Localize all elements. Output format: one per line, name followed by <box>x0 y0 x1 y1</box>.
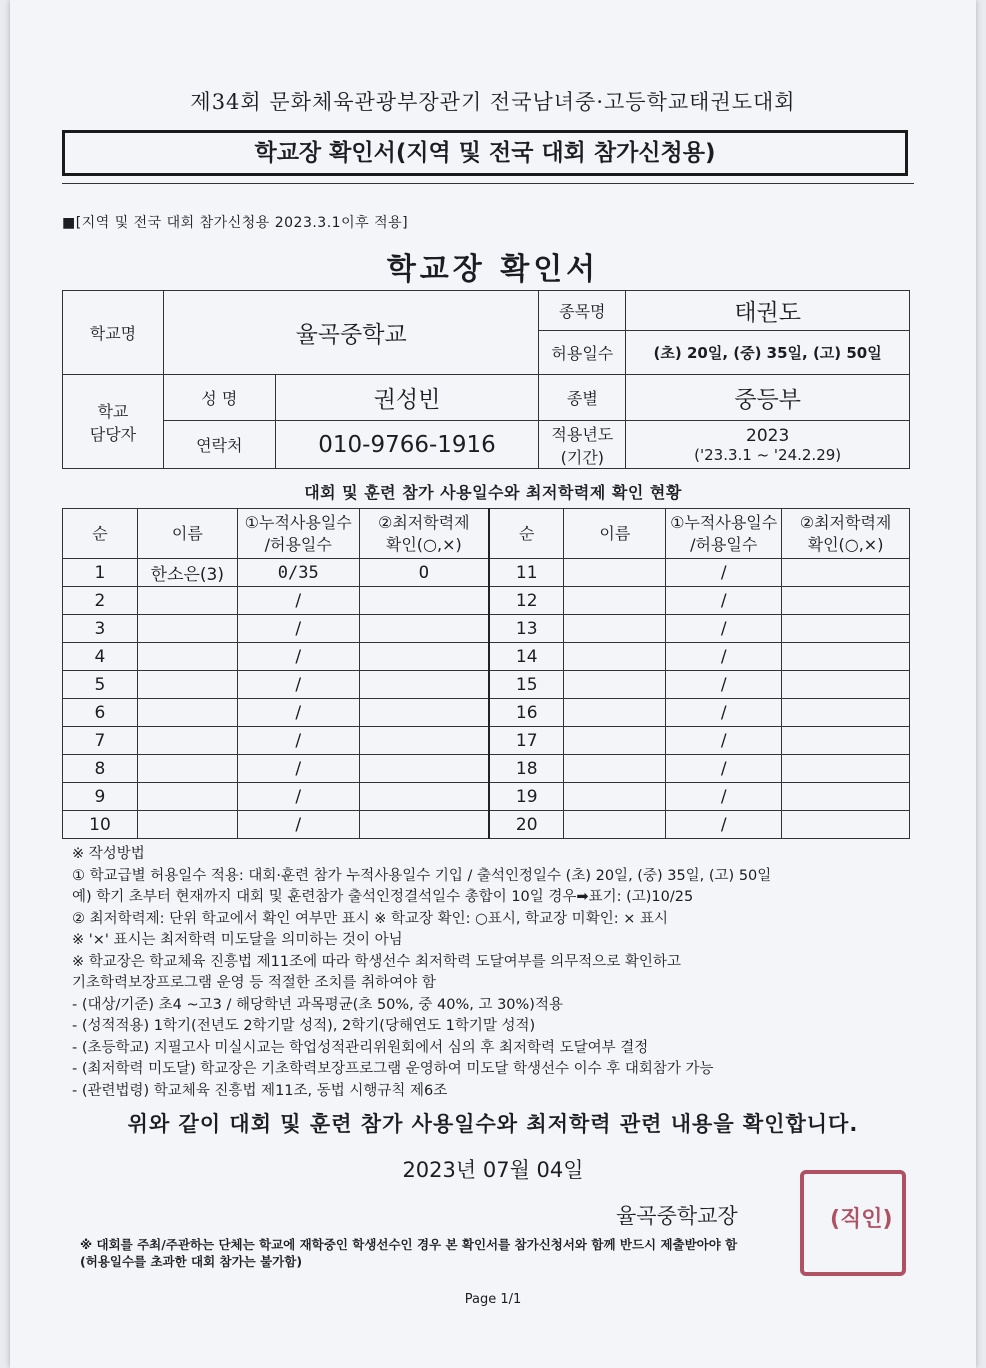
col-min-1: ②최저학력제 <box>378 512 470 532</box>
row-no: 13 <box>489 615 564 643</box>
row-no: 20 <box>489 811 564 839</box>
row-days: / <box>237 587 359 615</box>
instruction-line: ① 학교급별 허용일수 적용: 대회·훈련 참가 누적사용일수 기입 / 출석인정일수 (초) 20일, (중) 35일, (고) 50일 <box>72 867 772 884</box>
row-min <box>359 671 489 699</box>
row-no: 9 <box>63 783 138 811</box>
instruction-line: 기초학력보장프로그램 운영 등 적절한 조치를 취하여야 함 <box>72 975 436 991</box>
row-days: / <box>666 783 782 811</box>
row-min <box>359 587 489 615</box>
row-days: / <box>666 755 782 783</box>
table-row <box>63 783 910 811</box>
instructions <box>72 844 912 1102</box>
row-name <box>564 615 666 643</box>
col-name-right: 이름 <box>564 509 666 559</box>
application-note: ■[지역 및 전국 대회 참가신청용 2023.3.1이후 적용] <box>62 215 409 231</box>
usage-table <box>62 508 910 839</box>
col-days-1-right: ①누적사용일수 <box>670 512 778 532</box>
row-no: 15 <box>489 671 564 699</box>
row-name <box>137 783 237 811</box>
row-days: / <box>237 727 359 755</box>
col-min <box>359 509 489 559</box>
contact-label: 연락처 <box>163 421 275 469</box>
col-min-1-right: ②최저학력제 <box>799 512 892 532</box>
row-min: O <box>359 559 489 587</box>
instruction-line: ② 최저학력제: 단위 학교에서 확인 여부만 표시 ※ 학교장 확인: ○표시, 학교장 미확인: × 표시 <box>72 910 668 927</box>
row-days: / <box>237 755 359 783</box>
col-no: 순 <box>63 509 138 559</box>
row-name <box>564 755 666 783</box>
row-days: / <box>666 643 782 671</box>
instruction-line: ※ '×' 표시는 최저학력 미도달을 의미하는 것이 아님 <box>72 932 403 948</box>
row-name <box>137 727 237 755</box>
row-min <box>782 643 910 671</box>
event-value: 태권도 <box>626 291 910 331</box>
row-no: 6 <box>63 699 138 727</box>
col-days-2-right: /허용일수 <box>690 534 758 554</box>
row-min <box>782 699 910 727</box>
row-min <box>782 727 910 755</box>
row-min <box>782 783 910 811</box>
row-min <box>359 755 489 783</box>
table-row <box>63 587 910 615</box>
title-box: 학교장 확인서(지역 및 전국 대회 참가신청용) <box>62 130 908 176</box>
row-no: 14 <box>489 643 564 671</box>
row-min <box>359 727 489 755</box>
page-title: 학교장 확인서 <box>386 252 600 287</box>
row-min <box>782 671 910 699</box>
col-name: 이름 <box>137 509 237 559</box>
row-name <box>564 699 666 727</box>
instruction-line: - (대상/기준) 초4 ~고3 / 해당학년 과목평균(초 50%, 중 40%, 고 30%)적용 <box>72 996 563 1013</box>
row-no: 5 <box>63 671 138 699</box>
principal-name: 율곡중학교장 <box>616 1204 738 1228</box>
instruction-line: - (관련법령) 학교체육 진흥법 제11조, 동법 시행규칙 제6조 <box>72 1082 448 1099</box>
row-name <box>564 559 666 587</box>
row-name: 한소은(3) <box>137 559 237 587</box>
footnote-line-1: ※ 대회를 주최/주관하는 단체는 학교에 재학중인 학생선수인 경우 본 확인서를 참가신청서와 함께 반드시 제출받아야 함 <box>80 1237 738 1252</box>
row-name <box>137 811 237 839</box>
row-name <box>564 671 666 699</box>
contact-value: 010-9766-1916 <box>275 421 539 469</box>
instruction-line: 예) 학기 초부터 현재까지 대회 및 훈련참가 출석인정결석일수 총합이 10일 경우➡표기: (고)10/25 <box>72 889 694 905</box>
table-body <box>63 559 910 839</box>
row-name <box>564 643 666 671</box>
row-name <box>137 615 237 643</box>
allowed-days-value: (초) 20일, (중) 35일, (고) 50일 <box>626 331 910 375</box>
footnote <box>80 1236 737 1270</box>
instruction-line: ※ 작성방법 <box>72 846 145 862</box>
document-page <box>10 0 976 1368</box>
row-days: / <box>237 811 359 839</box>
row-days: / <box>666 699 782 727</box>
row-days: / <box>666 727 782 755</box>
confirmation-statement: 위와 같이 대회 및 훈련 참가 사용일수와 최저학력 관련 내용을 확인합니다. <box>127 1112 859 1136</box>
row-no: 1 <box>63 559 138 587</box>
row-min <box>782 811 910 839</box>
category-label: 종별 <box>539 375 626 421</box>
row-days: / <box>237 643 359 671</box>
row-min <box>359 783 489 811</box>
year-label-2: (기간) <box>560 447 605 467</box>
row-days: / <box>666 671 782 699</box>
manager-label-1: 학교 <box>97 401 129 421</box>
manager-label <box>63 375 164 469</box>
row-no: 2 <box>63 587 138 615</box>
table-row <box>63 559 910 587</box>
row-no: 17 <box>489 727 564 755</box>
row-no: 19 <box>489 783 564 811</box>
row-name <box>564 783 666 811</box>
row-days: / <box>666 615 782 643</box>
row-min <box>782 615 910 643</box>
table-row <box>63 755 910 783</box>
row-name <box>137 587 237 615</box>
info-table <box>62 290 910 469</box>
table-row <box>63 671 910 699</box>
row-days: / <box>666 559 782 587</box>
row-no: 4 <box>63 643 138 671</box>
row-min <box>782 559 910 587</box>
year-value: 2023 <box>746 425 790 446</box>
allowed-days-label: 허용일수 <box>539 331 626 375</box>
table-row <box>63 699 910 727</box>
competition-header: 제34회 문화체육관광부장관기 전국남녀중·고등학교태권도대회 <box>190 90 796 114</box>
col-days <box>237 509 359 559</box>
row-days: 0/35 <box>237 559 359 587</box>
col-days-2: /허용일수 <box>264 534 332 554</box>
row-name <box>137 755 237 783</box>
row-no: 10 <box>63 811 138 839</box>
col-min-right <box>782 509 910 559</box>
name-value: 권성빈 <box>275 375 539 421</box>
year-label <box>539 421 626 469</box>
row-name <box>564 811 666 839</box>
instruction-line: ※ 학교장은 학교체육 진흥법 제11조에 따라 학생선수 최저학력 도달여부를 의무적으로 확인하고 <box>72 953 681 970</box>
instruction-line: - (초등학교) 지필고사 미실시교는 학업성적관리위원회에서 심의 후 최저학력 도달여부 결정 <box>72 1039 649 1056</box>
row-days: / <box>666 811 782 839</box>
table-row <box>63 727 910 755</box>
school-name: 율곡중학교 <box>163 291 539 375</box>
instruction-line: - (최저학력 미도달) 학교장은 기초학력보장프로그램 운영하여 미도달 학생선수 이수 후 대회참가 가능 <box>72 1061 714 1077</box>
year-label-1: 적용년도 <box>551 424 614 444</box>
row-name <box>137 643 237 671</box>
year-cell <box>626 421 910 469</box>
seal-text: (직인) <box>830 1207 893 1232</box>
row-name <box>137 699 237 727</box>
row-days: / <box>237 671 359 699</box>
official-seal <box>800 1170 906 1276</box>
table-row <box>63 643 910 671</box>
manager-label-2: 담당자 <box>89 424 137 444</box>
row-no: 18 <box>489 755 564 783</box>
usage-subtitle: 대회 및 훈련 참가 사용일수와 최저학력제 확인 현황 <box>304 483 682 502</box>
row-name <box>564 727 666 755</box>
row-min <box>359 615 489 643</box>
row-name <box>564 587 666 615</box>
row-no: 16 <box>489 699 564 727</box>
divider <box>62 183 914 184</box>
table-row <box>63 811 910 839</box>
row-min <box>782 587 910 615</box>
row-no: 11 <box>489 559 564 587</box>
row-no: 8 <box>63 755 138 783</box>
row-min <box>359 811 489 839</box>
table-row <box>63 615 910 643</box>
col-no-right: 순 <box>489 509 564 559</box>
row-no: 7 <box>63 727 138 755</box>
row-days: / <box>237 783 359 811</box>
page-number: Page 1/1 <box>464 1292 522 1307</box>
col-days-1: ①누적사용일수 <box>244 512 352 532</box>
row-days: / <box>237 615 359 643</box>
issue-date: 2023년 07월 04일 <box>402 1158 584 1182</box>
instruction-line: - (성적적용) 1학기(전년도 2학기말 성적), 2학기(당해연도 1학기말 성적) <box>72 1018 536 1034</box>
row-min <box>782 755 910 783</box>
row-days: / <box>666 587 782 615</box>
row-name <box>137 671 237 699</box>
row-no: 3 <box>63 615 138 643</box>
footnote-line-2: (허용일수를 초과한 대회 참가는 불가함) <box>80 1254 303 1269</box>
row-min <box>359 643 489 671</box>
row-days: / <box>237 699 359 727</box>
name-label: 성 명 <box>163 375 275 421</box>
col-min-2-right: 확인(○,×) <box>807 534 884 554</box>
col-min-2: 확인(○,×) <box>385 534 462 554</box>
col-days-right <box>666 509 782 559</box>
category-value: 중등부 <box>626 375 910 421</box>
school-label: 학교명 <box>63 291 164 375</box>
row-min <box>359 699 489 727</box>
period-value: ('23.3.1 ~ '24.2.29) <box>694 445 842 464</box>
event-label: 종목명 <box>539 291 626 331</box>
row-no: 12 <box>489 587 564 615</box>
table-header-row <box>63 509 910 559</box>
